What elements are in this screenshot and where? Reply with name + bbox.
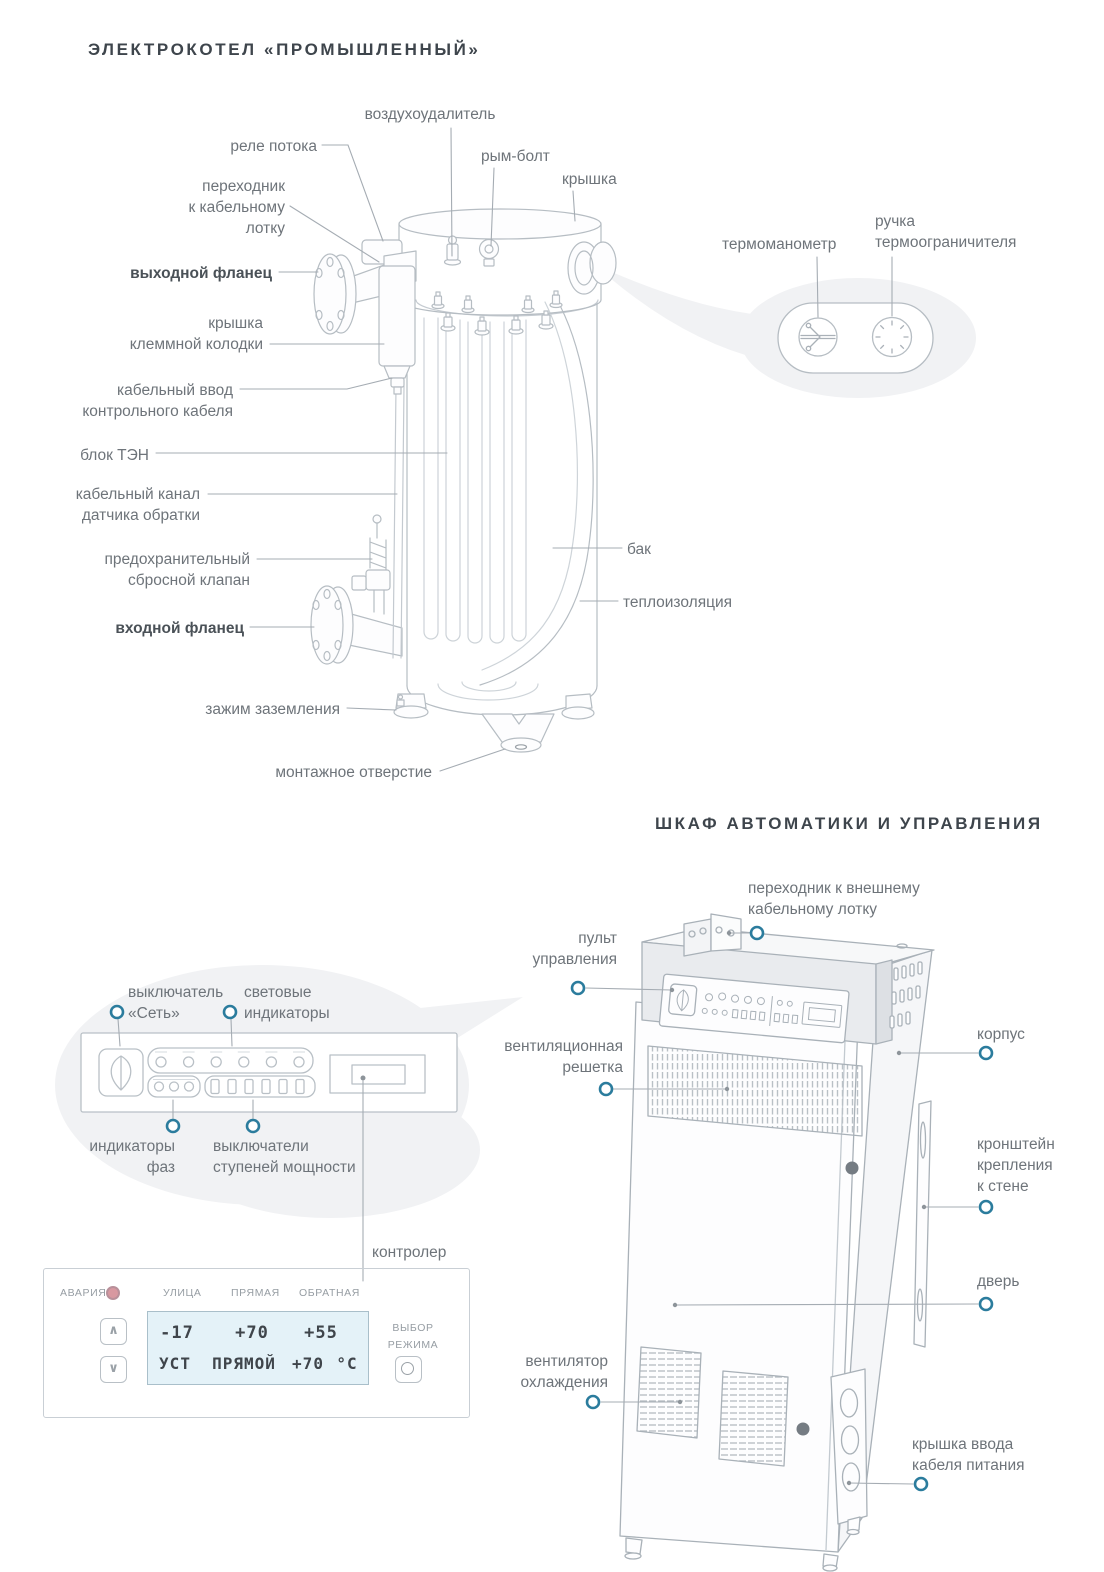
- cabinet-illustration: [620, 914, 934, 1571]
- thermo-gauge-callout: [778, 303, 933, 373]
- label-external-tray-adapter: переходник к внешнему кабельному лотку: [748, 880, 920, 918]
- label-control-cable-entry: кабельный ввод контрольного кабеля: [82, 382, 233, 420]
- label-power-step-switches: выключатели ступеней мощности: [213, 1138, 356, 1176]
- column-street: УЛИЦА: [163, 1287, 202, 1299]
- alarm-led: [106, 1286, 120, 1300]
- label-vent-grille: вентиляционная решетка: [504, 1038, 623, 1076]
- boiler-section-title: ЭЛЕКТРОКОТЕЛ «ПРОМЫШЛЕННЫЙ»: [88, 40, 481, 59]
- column-return: ОБРАТНАЯ: [299, 1287, 360, 1299]
- display-street-value: -17: [160, 1323, 194, 1343]
- label-power-cable-cover: крышка ввода кабеля питания: [912, 1436, 1025, 1474]
- cable-entry-cover-part: [831, 1369, 867, 1524]
- down-button: ∨: [100, 1356, 127, 1383]
- label-thermal-limiter-knob: ручка термоограничителя: [875, 213, 1017, 251]
- label-wall-bracket: кронштейн крепления к стене: [977, 1136, 1055, 1195]
- door-knob: [846, 1162, 859, 1175]
- controller-panel: [43, 1268, 470, 1418]
- alarm-label: АВАРИЯ: [60, 1287, 107, 1299]
- ground-clamp-part: [397, 700, 404, 706]
- label-insulation: теплоизоляция: [623, 594, 733, 611]
- label-ground-clamp: зажим заземления: [205, 701, 340, 718]
- mode-select-label-2: РЕЖИМА: [387, 1339, 439, 1351]
- cabinet-section-title: ШКАФ АВТОМАТИКИ И УПРАВЛЕНИЯ: [655, 814, 1043, 833]
- boiler-feet: [394, 694, 594, 752]
- label-return-sensor-channel: кабельный канал датчика обратки: [75, 486, 200, 524]
- label-eye-bolt: рым-болт: [481, 148, 550, 165]
- terminal-box-part: [379, 266, 415, 366]
- display-set-label: УСТ: [159, 1354, 191, 1373]
- label-power-switch: выключатель «Сеть»: [128, 984, 224, 1022]
- label-terminal-cover: крышка клеммной колодки: [129, 315, 263, 353]
- display-return-value: +55: [304, 1323, 338, 1343]
- controller-display: [147, 1311, 369, 1385]
- label-air-vent: воздухоудалитель: [364, 106, 496, 123]
- label-cabinet-body: корпус: [977, 1026, 1025, 1043]
- label-safety-valve: предохранительный сбросной клапан: [104, 551, 250, 589]
- label-heater-block: блок ТЭН: [80, 447, 149, 464]
- boiler-illustration: [311, 209, 616, 752]
- display-unit: °C: [336, 1354, 358, 1373]
- heater-tubes: [424, 318, 526, 643]
- label-indicator-lights: световые индикаторы: [244, 984, 330, 1022]
- mounting-hole-part: [516, 745, 527, 749]
- label-control-panel: пульт управления: [532, 930, 617, 968]
- label-mounting-hole: монтажное отверстие: [275, 764, 432, 781]
- column-supply: ПРЯМАЯ: [231, 1287, 280, 1299]
- label-cover: крышка: [562, 171, 617, 188]
- mode-select-label-1: ВЫБОР: [392, 1322, 434, 1334]
- top-bracket-part: [684, 914, 741, 956]
- indicator-lights-part: [148, 1048, 313, 1073]
- label-cooling-fan: вентилятор охлаждения: [520, 1353, 608, 1391]
- label-flow-relay: реле потока: [230, 138, 317, 155]
- display-setpoint-value: +70: [292, 1354, 324, 1373]
- fan-grille-right: [719, 1371, 788, 1466]
- safety-valve-part: [352, 515, 390, 614]
- label-controller: контролер: [372, 1244, 447, 1261]
- label-tray-adapter: переходник к кабельному лотку: [188, 178, 285, 237]
- eye-bolt-part: [480, 240, 499, 267]
- display-mode-value: ПРЯМОЙ: [212, 1354, 276, 1373]
- door-knob-lower: [797, 1423, 810, 1436]
- mode-select-button: [395, 1356, 422, 1383]
- label-thermomanometer: термоманометр: [722, 236, 837, 253]
- cable-gland-part: [391, 378, 404, 387]
- fan-grille-left: [637, 1347, 701, 1438]
- thermomanometer-dial: [799, 318, 837, 356]
- display-supply-value: +70: [235, 1323, 269, 1343]
- label-tank: бак: [627, 541, 651, 558]
- label-phase-indicators: индикаторы фаз: [89, 1138, 175, 1176]
- label-inlet-flange: входной фланец: [115, 620, 244, 637]
- label-outlet-flange: выходной фланец: [130, 265, 272, 282]
- up-button: ∧: [100, 1318, 127, 1345]
- label-door: дверь: [977, 1273, 1020, 1290]
- panel-illustration: [81, 1033, 457, 1112]
